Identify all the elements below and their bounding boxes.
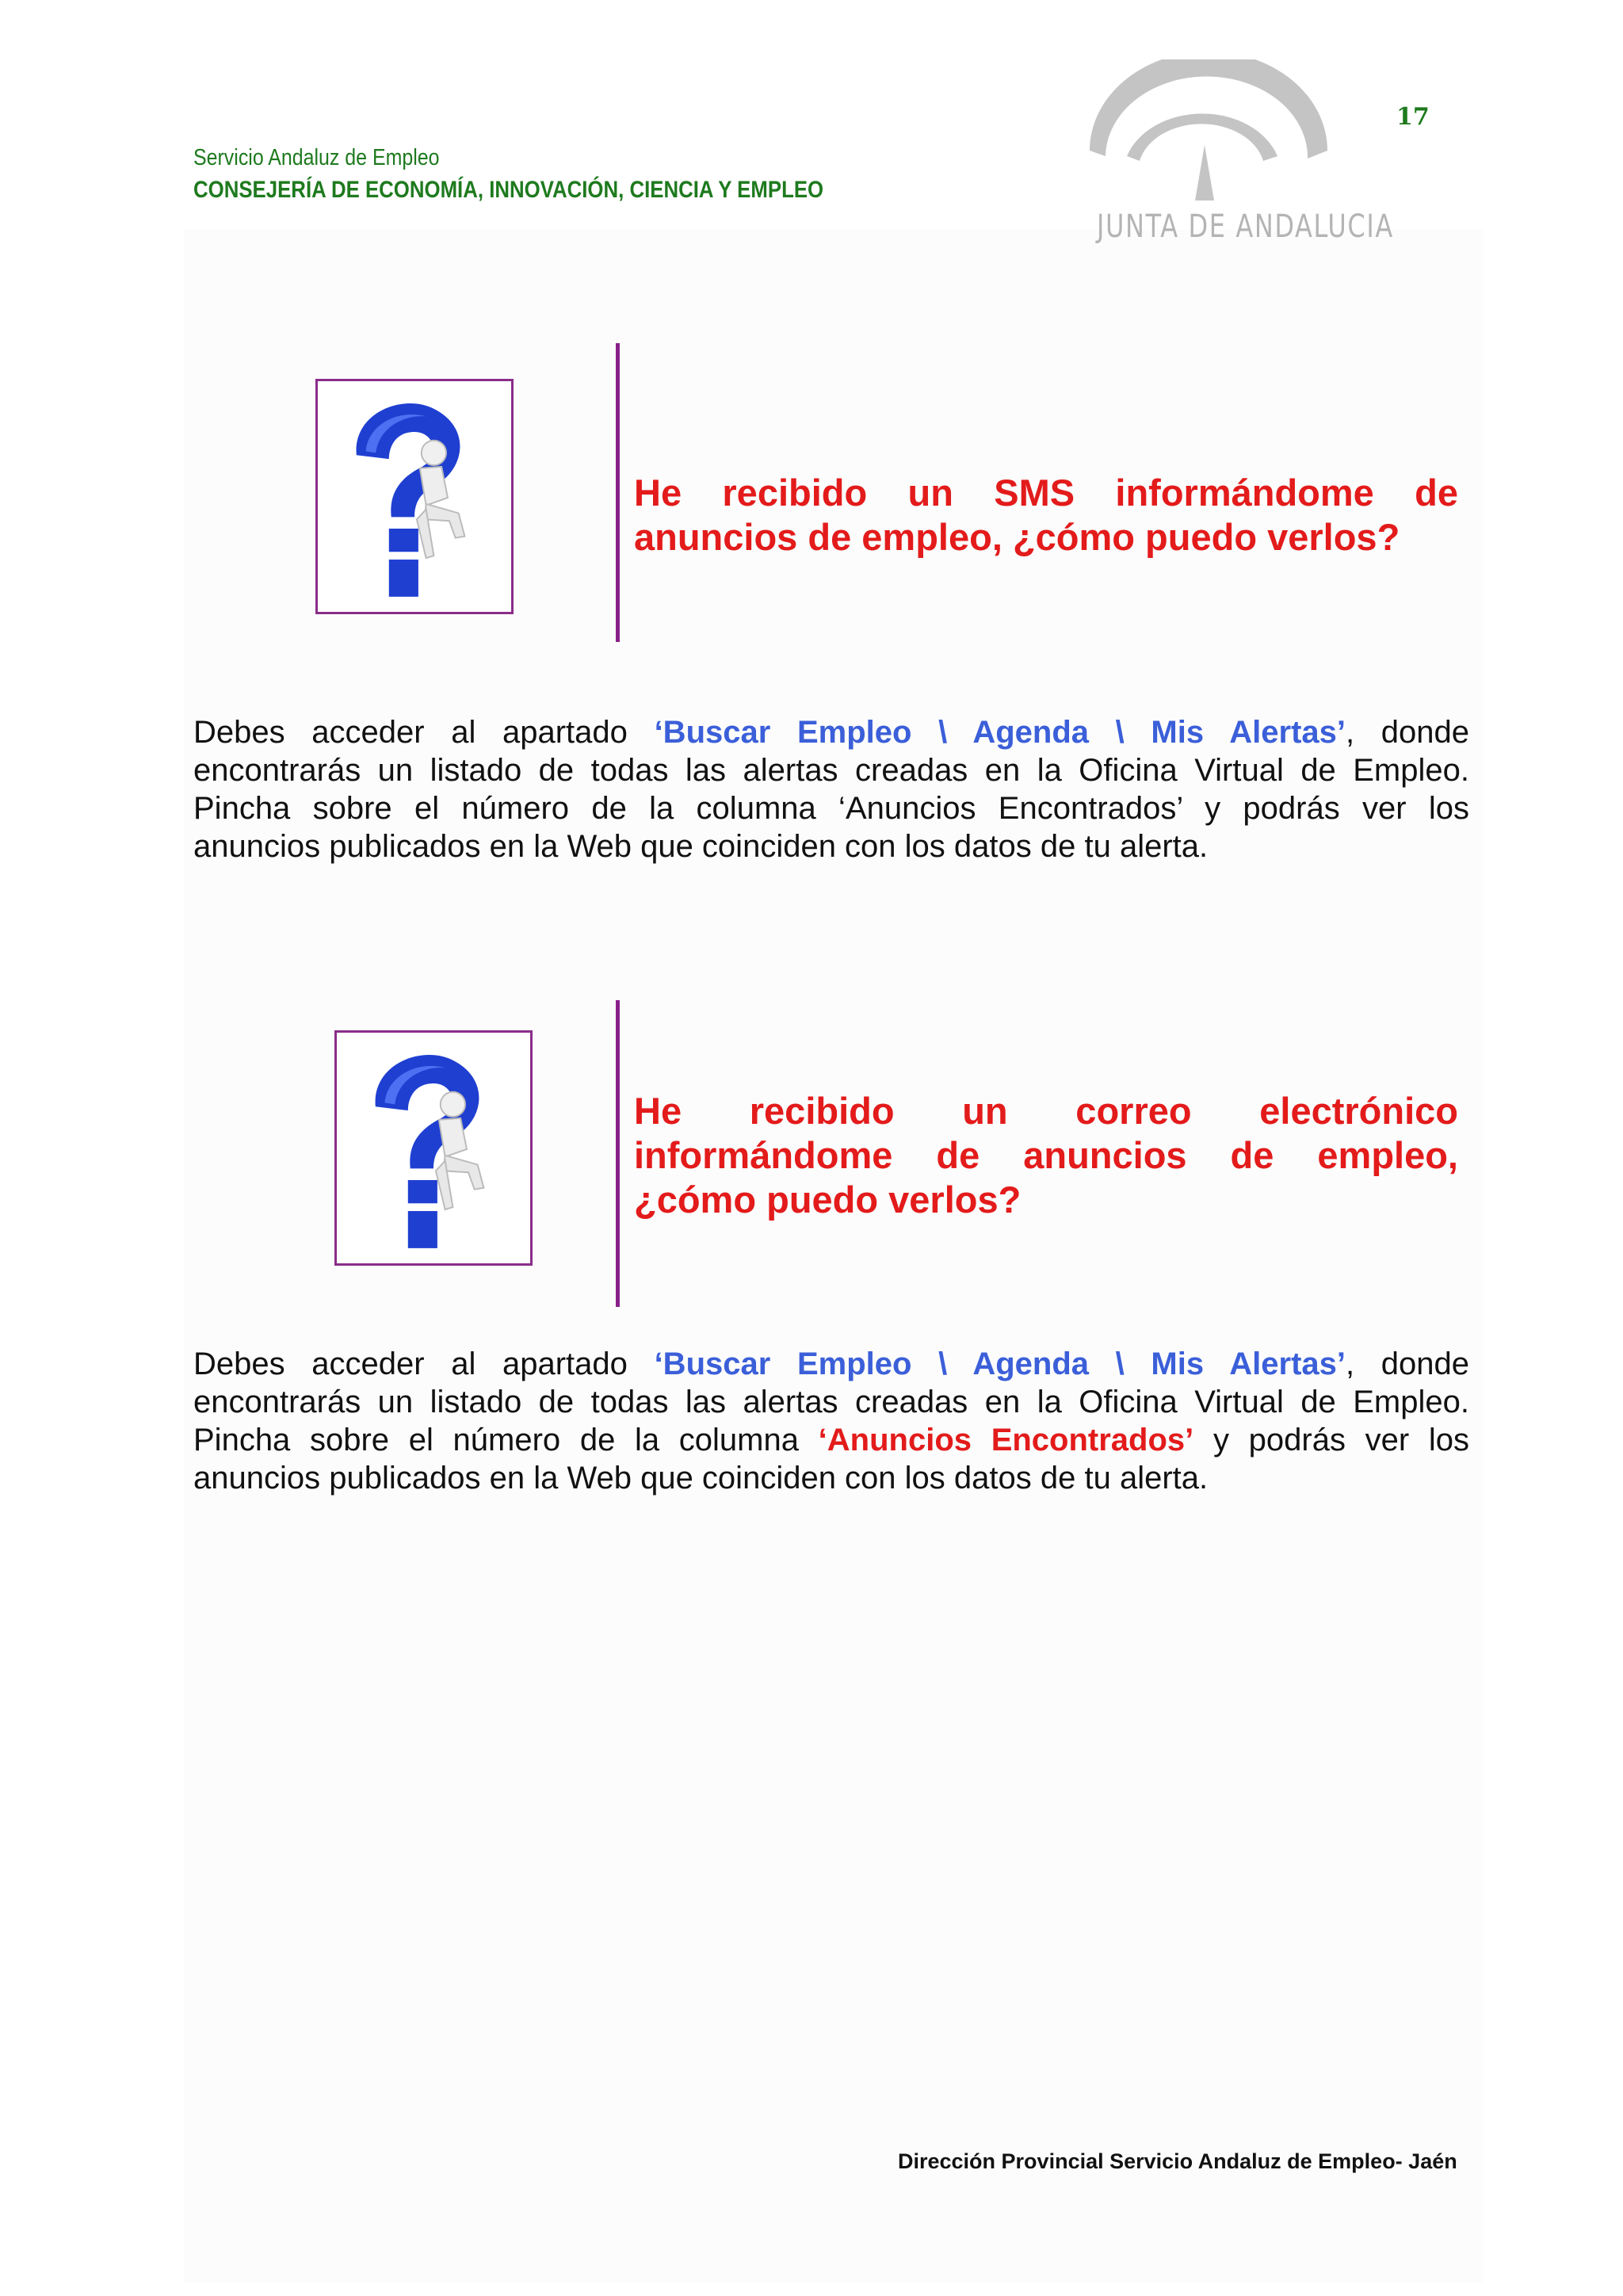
answer-line: encontrarás un listado de todas las alertas creadas en la Oficina Virtual de Empleo.: [193, 1385, 1469, 1419]
header-ministry-name: CONSEJERÍA DE ECONOMÍA, INNOVACIÓN, CIENCIA Y EMPLEO: [193, 177, 824, 203]
section-divider: [616, 343, 620, 642]
header-org-name: Servicio Andaluz de Empleo: [193, 145, 440, 170]
answer-paragraph: [193, 713, 1469, 865]
question-heading: [634, 1089, 1458, 1222]
menu-path-highlight: ‘Buscar Empleo \ Agenda \ Mis Alertas’: [654, 1347, 1346, 1381]
answer-text: Pincha sobre el número de la columna: [193, 1423, 819, 1457]
question-line: He recibido un correo electrónico: [634, 1090, 1458, 1132]
question-mark-figure-icon: [337, 1033, 530, 1263]
footer-text: Dirección Provincial Servicio Andaluz de Empleo- Jaén: [898, 2149, 1457, 2173]
question-line: ¿cómo puedo verlos?: [634, 1179, 1022, 1221]
answer-line: anuncios publicados en la Web que coinciden con los datos de tu alerta.: [193, 1461, 1209, 1496]
answer-line: [193, 1421, 1469, 1459]
answer-line: [193, 713, 1469, 751]
answer-line: encontrarás un listado de todas las alertas creadas en la Oficina Virtual de Empleo.: [193, 753, 1469, 788]
answer-text: Debes acceder al apartado: [193, 715, 655, 750]
question-mark-figure-icon: [318, 381, 511, 612]
section-divider: [616, 1000, 620, 1307]
answer-paragraph: [193, 1345, 1469, 1497]
question-line: anuncios de empleo, ¿cómo puedo verlos?: [634, 516, 1400, 558]
question-image: [315, 379, 514, 614]
answer-line: Pincha sobre el número de la columna ‘Anuncios Encontrados’ y podrás ver los: [193, 791, 1469, 826]
question-image: [334, 1030, 533, 1266]
question-line: informándome de anuncios de empleo,: [634, 1134, 1458, 1176]
answer-line: anuncios publicados en la Web que coinciden con los datos de tu alerta.: [193, 829, 1209, 864]
answer-text: , donde: [1346, 1347, 1469, 1381]
question-line: He recibido un SMS informándome de: [634, 472, 1458, 514]
menu-path-highlight: ‘Buscar Empleo \ Agenda \ Mis Alertas’: [654, 715, 1346, 750]
logo-text: JUNTA DE ANDALUCIA: [1097, 208, 1394, 245]
answer-line: [193, 1345, 1469, 1383]
answer-text: , donde: [1346, 715, 1469, 750]
page-number: 17: [1396, 103, 1430, 131]
question-heading: [634, 471, 1458, 560]
column-name-highlight: ‘Anuncios Encontrados’: [818, 1423, 1194, 1457]
answer-text: Debes acceder al apartado: [193, 1347, 655, 1381]
answer-text: y podrás ver los: [1193, 1423, 1469, 1457]
